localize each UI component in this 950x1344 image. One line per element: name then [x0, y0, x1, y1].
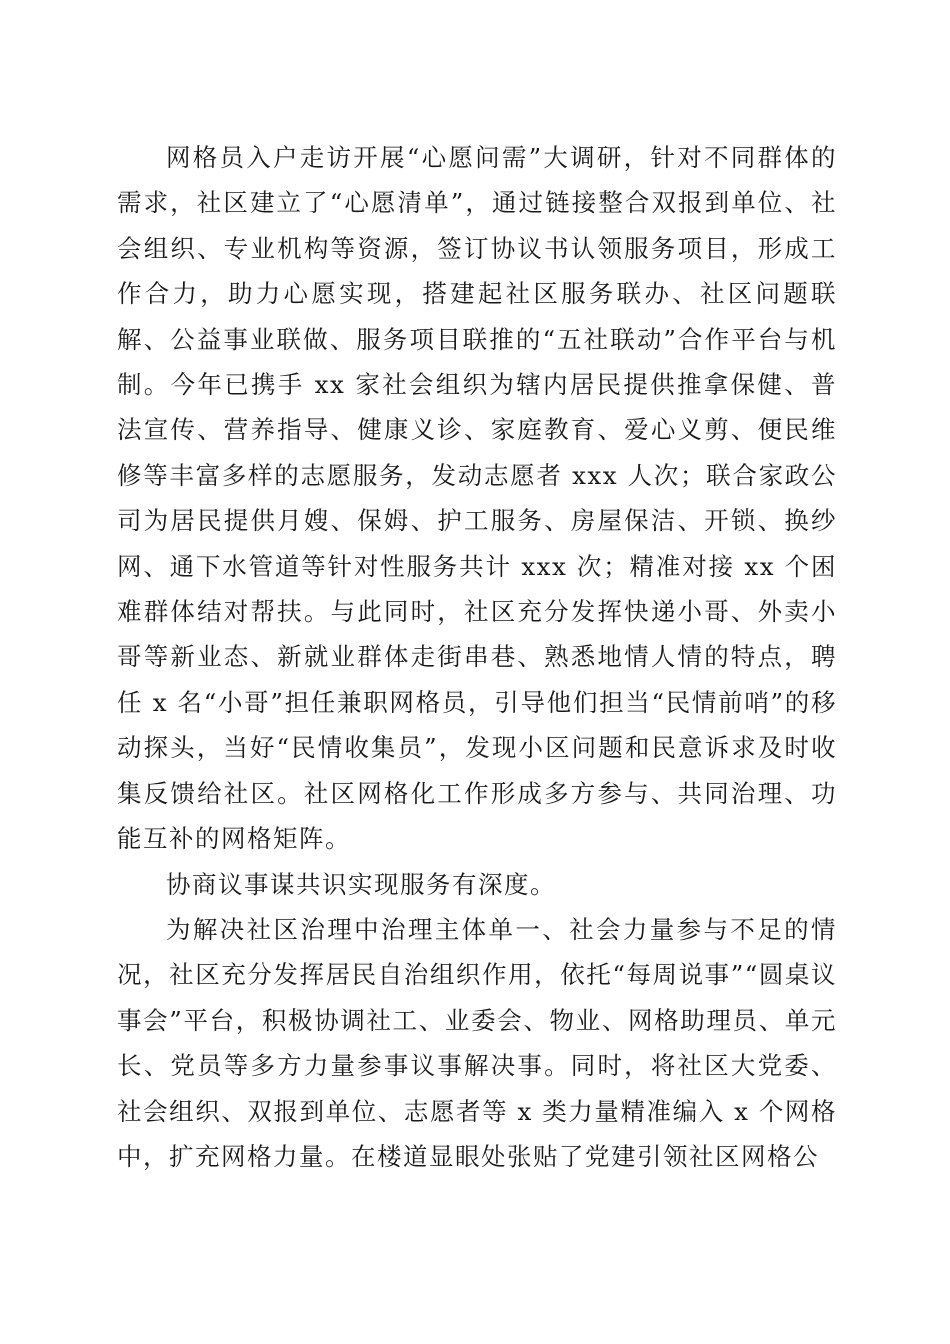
- paragraph-heading-consultation: 协商议事谋共识实现服务有深度。: [166, 869, 556, 899]
- paragraph-consultation-body: 为解决社区治理中治理主体单一、社会力量参与不足的情况，社区充分发挥居民自治组织作用，依托“每周说事”“圆桌议事会”平台，积极协调社工、业委会、物业、网格助理员、单元长、党员等多方力量参事议事解决事。同时，将社区大党委、社会组织、双报到单位、志愿者等 x 类力量精准编入 x 个网格中，扩充网格力量。在楼道显眼处张贴了党建引领社区网格公: [117, 914, 837, 1171]
- paragraph-grid-service: 网格员入户走访开展“心愿问需”大调研，针对不同群体的需求，社区建立了“心愿清单”，通过链接整合双报到单位、社会组织、专业机构等资源，签订协议书认领服务项目，形成工作合力，助力心愿实现，搭建起社区服务联办、社区问题联解、公益事业联做、服务项目联推的“五社联动”合作平台与机制。今年已携手 xx 家社会组织为辖内居民提供推拿保健、普法宣传、营养指导、健康义诊、家庭教育、爱心义剪、便民维修等丰富多样的志愿服务，发动志愿者 xxx 人次；联合家政公司为居民提供月嫂、保姆、护工服务、房屋保洁、开锁、换纱网、通下水管道等针对性服务共计 xxx 次；精准对接 xx 个困难群体结对帮扶。与此同时，社区充分发挥快递小哥、外卖小哥等新业态、新就业群体走街串巷、熟悉地情人情的特点，聘任 x 名“小哥”担任兼职网格员，引导他们担当“民情前哨”的移动探头，当好“民情收集员”，发现小区问题和民意诉求及时收集反馈给社区。社区网格化工作形成多方参与、共同治理、功能互补的网格矩阵。: [117, 143, 837, 854]
- body-text: [117, 135, 837, 1179]
